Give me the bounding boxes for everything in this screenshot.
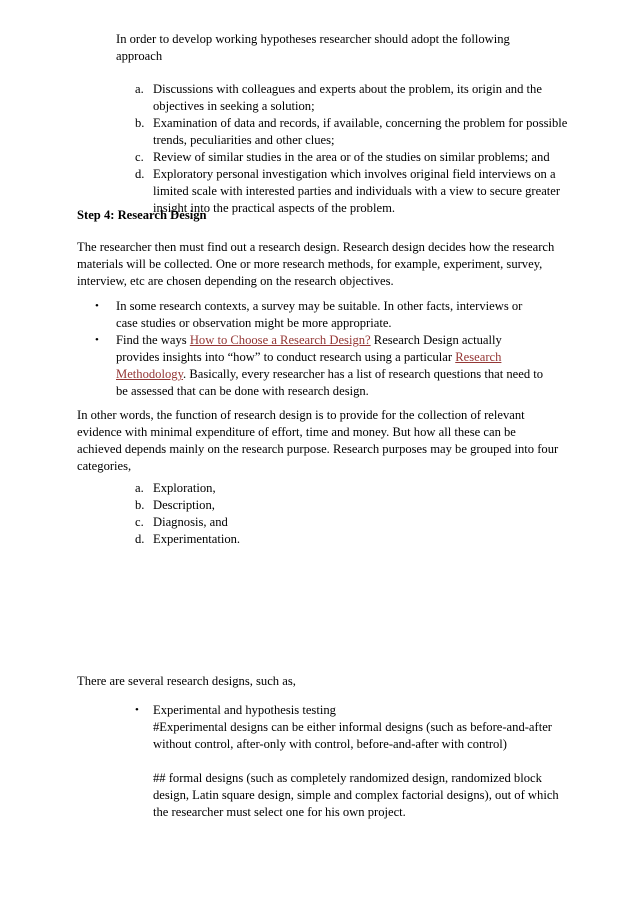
list-item	[135, 149, 575, 166]
bullet-icon: •	[95, 300, 99, 312]
list-item-text: Discussions with colleagues and experts about the problem, its origin and the objectives in seeking a solution;	[153, 82, 542, 113]
design-title: Experimental and hypothesis testing	[153, 703, 336, 717]
category-list	[135, 480, 335, 548]
list-item	[95, 298, 545, 332]
bullet-list	[95, 298, 545, 400]
text-run: Find the ways	[116, 333, 190, 347]
intro-paragraph: In order to develop working hypotheses researcher should adopt the following approach	[116, 32, 510, 63]
text-run: Research Design actually provides insights into “how” to conduct research using a particular	[116, 333, 502, 364]
list-item-text: Examination of data and records, if available, concerning the problem for possible trends, peculiarities and other clues;	[153, 116, 568, 147]
list-marker: c.	[135, 150, 144, 164]
list-item-text: Experimentation.	[153, 532, 241, 546]
list-item-text: In some research contexts, a survey may be suitable. In other facts, interviews or case studies or observation might be more appropriate.	[116, 299, 523, 330]
list-marker: a.	[135, 82, 144, 96]
list-item	[135, 480, 335, 497]
body-paragraph: There are several research designs, such as,	[77, 674, 296, 688]
section-heading: Step 4: Research Design	[77, 208, 207, 222]
list-item	[135, 115, 575, 149]
design-formal: ## formal designs (such as completely randomized design, randomized block design, Latin square design, simple and complex factorial designs), out of which the researcher must select one for his own project.	[153, 771, 559, 819]
list-item	[135, 514, 335, 531]
list-marker: d.	[135, 532, 145, 546]
list-item	[135, 497, 335, 514]
design-list	[135, 702, 565, 821]
list-marker: b.	[135, 116, 145, 130]
list-item-content	[153, 702, 565, 821]
approach-list	[135, 81, 575, 217]
list-marker: b.	[135, 498, 145, 512]
list-marker: d.	[135, 167, 145, 181]
list-item	[95, 332, 545, 400]
body-paragraph: The researcher then must find out a research design. Research design decides how the research materials will be collected. One or more research methods, for example, experiment, survey, interview, etc are chosen depending on the research objectives.	[77, 240, 555, 288]
list-item-text: Exploratory personal investigation which involves original field interviews on a limited scale with interested parties and individuals with a view to secure greater insight into the practical aspects of the problem.	[153, 167, 561, 215]
design-informal: #Experimental designs can be either informal designs (such as before-and-after without control, after-only with control, before-and-after with control)	[153, 720, 552, 751]
spacer	[153, 753, 565, 770]
list-item-text: Exploration,	[153, 481, 216, 495]
list-marker: c.	[135, 515, 144, 529]
research-methodology-link[interactable]: Research Methodology	[116, 350, 502, 381]
bullet-icon: •	[135, 704, 139, 716]
list-marker: a.	[135, 481, 144, 495]
list-item	[135, 702, 565, 821]
list-item	[135, 81, 575, 115]
text-run: . Basically, every researcher has a list of research questions that need to be assessed that can be done with research design.	[116, 367, 544, 398]
list-item-text: Review of similar studies in the area or of the studies on similar problems; and	[153, 150, 550, 164]
list-item	[135, 531, 335, 548]
body-paragraph: In other words, the function of research design is to provide for the collection of relevant evidence with minimal expenditure of effort, time and money. But how all these can be achieved depends mainly on the research purpose. Research purposes may be grouped into four categories,	[77, 408, 559, 473]
list-item-text: Diagnosis, and	[153, 515, 228, 529]
list-item-text	[116, 332, 545, 400]
list-item-text: Description,	[153, 498, 215, 512]
bullet-icon: •	[95, 334, 99, 346]
choose-research-design-link[interactable]: How to Choose a Research Design?	[189, 333, 371, 347]
